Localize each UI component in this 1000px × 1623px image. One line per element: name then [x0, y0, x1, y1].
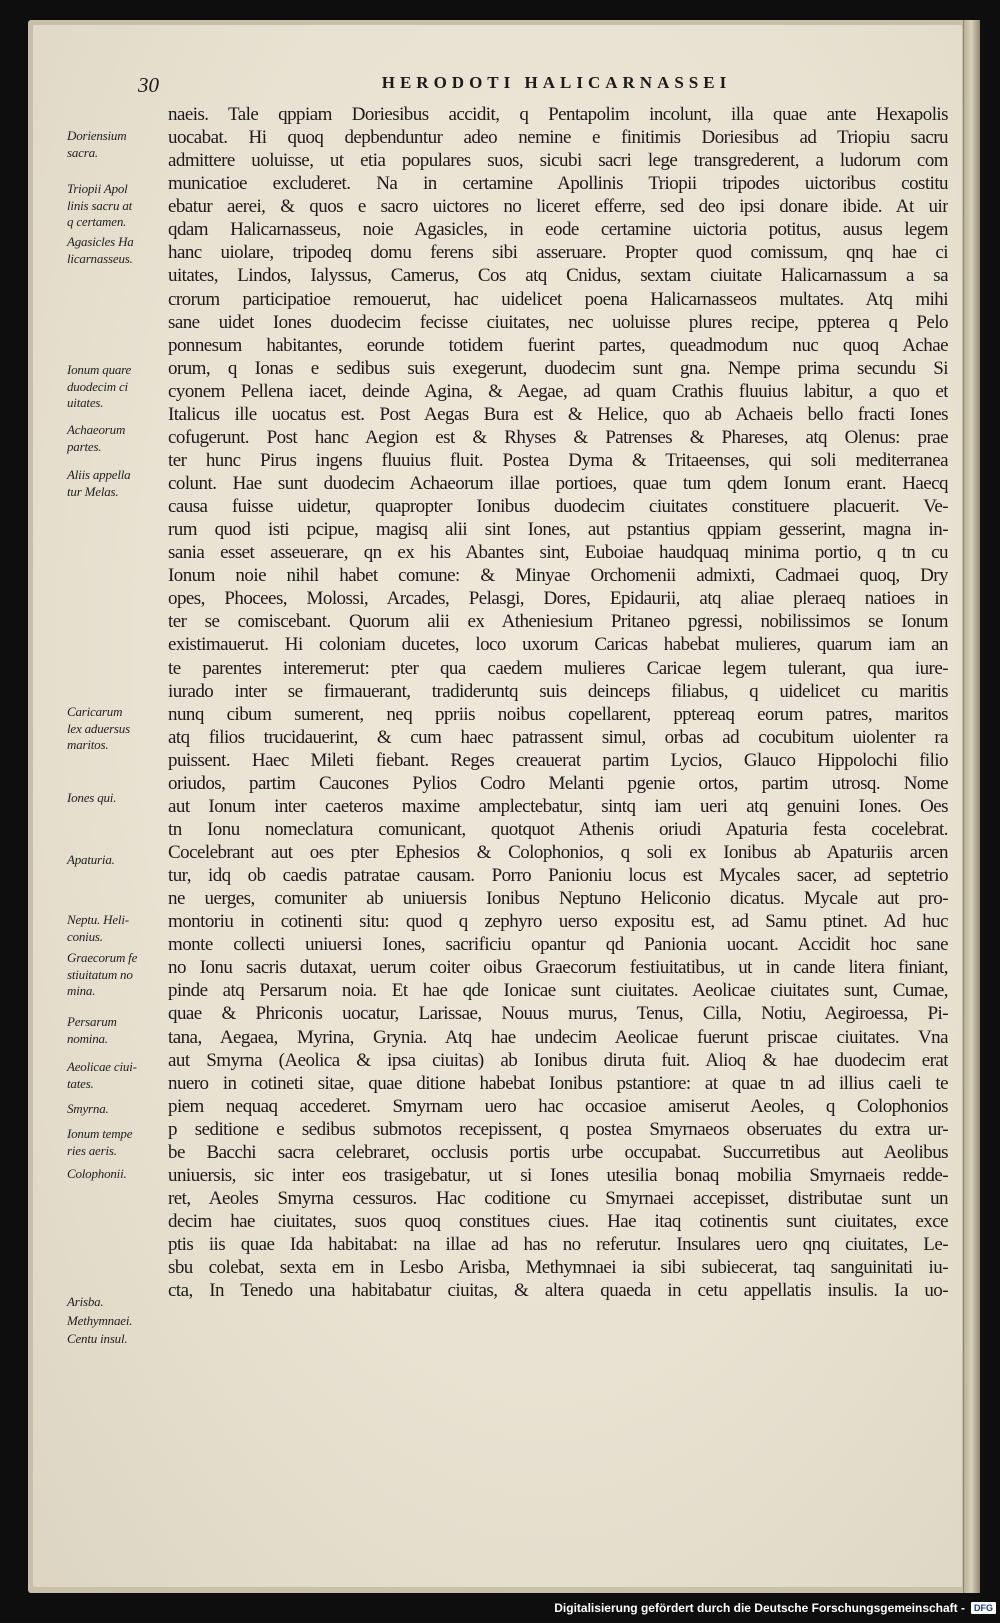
margin-note-line: Doriensium [67, 128, 127, 143]
margin-note-line: sacra. [67, 144, 98, 160]
digitization-footer [541, 1597, 996, 1619]
text-line: te parentes interemerut: pter qua caedem mulieres Caricae legem tulerant, qua iure- [168, 657, 948, 679]
text-line: aut Ionum inter caeteros maxime amplectebatur, sintq iam ueri atq genuini Iones. Oes [168, 795, 948, 817]
text-line: montoriu in cotinenti situ: quod q zephyro uerso expositu est, ad Samu ptinet. Ad huc [168, 911, 948, 933]
text-line: quae & Phriconis uocatur, Larissae, Nouus murus, Tenus, Cilla, Notiu, Aegiroessa, Pi- [168, 1003, 948, 1025]
text-line: crorum participatioe remouerut, hac uidelicet poena Halicarnasseos multates. Atq mihi [168, 288, 948, 310]
text-line: pinde atq Persarum noia. Et hae qde Ionicae sunt ciuitates. Aeolicae ciuitates sunt, Cumae, [168, 980, 948, 1002]
margin-note-line: Iones qui. [67, 790, 117, 805]
text-line: aut Smyrna (Aeolica & ipsa ciuitas) ab Ionibus diruta fuit. Alioq & hae duodecim erat [168, 1049, 948, 1071]
text-line: oriudos, partim Caucones Pylios Codro Melanti pgenie ortos, partim utrosq. Nome [168, 772, 948, 794]
text-line: ptis iis quae Ida habitabat: na illae ad has no referutur. Insulares uero qnq ciuitates, Le- [168, 1234, 948, 1256]
margin-note-line: Achaeorum [67, 422, 126, 437]
margin-note-line: Apaturia. [67, 852, 115, 867]
margin-note-line: mina. [67, 983, 96, 998]
text-line: ponnesum habitantes, eorunde totidem fuerint partes, queadmodum nuc quoq Achae [168, 334, 948, 356]
margin-note-line: duodecim ci [67, 378, 128, 394]
text-line: cta, In Tenedo una habitabatur ciuitas, & altera quaeda in cetu appellatis insulis. Ia uo- [168, 1280, 948, 1302]
margin-note-line: tates. [67, 1075, 94, 1091]
text-line: puissent. Haec Mileti fiebant. Reges creauerat partim Lycios, Glauco Hippolochi filio [168, 749, 948, 771]
text-line: colunt. Hae sunt duodecim Achaeorum illae portioes, quae tum qdem Ionum erant. Haecq [168, 473, 948, 494]
margin-note-line: Smyrna. [67, 1101, 109, 1116]
text-line: be Bacchi sacra celebraret, occlusis portis urbe occupabat. Succurretibus aut Aeolibus [168, 1141, 948, 1163]
text-line: uitates, Lindos, Ialyssus, Camerus, Cos atq Cnidus, sextam ciuitate Halicarnassum a sa [168, 265, 948, 287]
margin-note-line: Aeolicae ciui- [67, 1059, 137, 1074]
text-line: ebatur aerei, & quos e sacro uictores no liceret efferre, sed deo ipsi donare ibide. At uir [168, 196, 948, 218]
footer-credit: Digitalisierung gefördert durch die Deutsche Forschungsgemeinschaft - [554, 1601, 965, 1615]
text-line: nunq cibum sumerent, neq ppriis noibus copellarent, pptereaq eorum patres, maritos [168, 703, 948, 725]
text-line: piem nequaq accederet. Smyrnam uero hac occasioe amiserut Aeoles, q Colophonios [168, 1095, 948, 1117]
text-line: iurado inter se firmauerant, tradideruntq suis deinceps filiabus, q uidelicet cu maritis [168, 680, 948, 702]
margin-note-line: partes. [67, 438, 102, 454]
margin-note-line: maritos. [67, 737, 109, 752]
page-edge [963, 20, 980, 1593]
margin-note-line: Neptu. Heli- [67, 912, 129, 927]
margin-note-line: Persarum [67, 1014, 117, 1029]
margin-note-line: Ionum quare [67, 362, 132, 377]
text-line: uniuersis, sic inter eos trasigebatur, ut si Iones utesilia bonaq mobilia Smyrnaeis redde- [168, 1164, 948, 1186]
text-line: Ionum noie nihil habet comune: & Minyae Orchomenii admixti, Cadmaei quoq, Dry [168, 565, 948, 587]
margin-note-line: Caricarum [67, 704, 123, 719]
text-line: sane uidet Iones duodecim fecisse ciuitates, nec uoluisse plures recipe, ppterea q Pelo [168, 311, 948, 333]
dfg-logo: DFG [971, 1602, 996, 1614]
page-header [138, 73, 950, 101]
text-line: sbu colebat, sexta em in Lesbo Arisba, Methymnaei ia sibi subiecerat, taq sanguinitati iu- [168, 1257, 948, 1279]
margin-note-line: q certamen. [67, 214, 127, 229]
margin-note-line: Arisba. [67, 1294, 104, 1309]
text-line: causa fuisse uidetur, quapropter Ionibus duodecim ciuitates constituere placuerit. Ve- [168, 496, 948, 518]
margin-note-line: lex aduersus [67, 720, 130, 736]
text-line: atq filios trucidauerint, & cum haec patrassent simul, orbas ad cocubitum uiolenter ra [168, 726, 948, 748]
text-line: tur, idq ob caedis patratae causam. Porro Panioniu locus est Mycales sacer, ad septetrio [168, 865, 948, 887]
margin-note-line: Agasicles Ha [67, 234, 134, 249]
text-line: tn Ionu nomeclatura comunicant, quotquot Athenis oriudi Apaturia festa cocelebrat. [168, 818, 948, 840]
text-line: hanc uiolare, tripodeq domu ferens sibi asseruare. Propter quod comissum, qnq hae ci [168, 242, 948, 264]
text-line: existimauerut. Hi coloniam ducetes, loco uxorum Caricas habebat mulieres, quarum iam an [168, 634, 948, 656]
text-line: uocabat. Hi quoq depbenduntur adeo nemine e finitimis Doriesibus ad Triopiu sacru [168, 127, 948, 149]
margin-note-line: Ionum tempe [67, 1126, 133, 1141]
text-line: ter se comiscebant. Quorum alii ex Atheniesium Pritaneo pgressi, nobilissimos se Ionum [168, 611, 948, 633]
margin-note-line: nomina. [67, 1030, 108, 1046]
text-line: admittere uoluisse, ut etia populares suos, sicubi sacri lege transgrederent, a ludorum com [168, 150, 948, 172]
text-line: no Ionu sacris dutaxat, uerum coiter oibus Graecorum festiuitatibus, ut in cande litera finiant, [168, 957, 948, 979]
margin-note-line: tur Melas. [67, 483, 119, 499]
main-text-block [168, 103, 948, 1302]
text-line: nuero in cotineti sitae, quae ditione habebat Ionibus pstantiore: at quae tn ad illius caeli te [168, 1072, 948, 1094]
margin-note-line: conius. [67, 928, 103, 944]
text-line: monte collecti uniuersi Iones, sacrificiu opantur qd Panionia uocant. Accidit hoc sane [168, 934, 948, 956]
text-line: cyonem Pellena iacet, deinde Agina, & Aegae, ad quam Crathis fluuius labitur, a quo et [168, 380, 948, 402]
margin-note-line: linis sacru at [67, 197, 133, 213]
text-line: ret, Aeoles Smyrna cessuros. Hac coditione cu Smyrnaei accepisset, distributae sunt un [168, 1187, 948, 1209]
margin-note-line: Methymnaei. [67, 1313, 133, 1328]
margin-note-line: uitates. [67, 395, 104, 410]
margin-note-line: licarnasseus. [67, 250, 133, 266]
text-line: opes, Phocees, Molossi, Arcades, Pelasgi, Dores, Epidaurii, atq aliae pleraeq natioes in [168, 588, 948, 610]
margin-note-line: Aliis appella [67, 467, 131, 482]
text-line: tana, Aegaea, Myrina, Grynia. Atq hae undecim Aeolicae fuerunt priscae ciuitates. Vna [168, 1026, 948, 1048]
text-line: municatioe excluderet. Na in certamine Apollinis Triopii tripodes uictoribus costitu [168, 173, 948, 195]
text-line: Cocelebrant aut oes pter Ephesios & Colophonios, q soli ex Ionibus ab Apaturiis arcen [168, 842, 948, 863]
margin-note-line: Colophonii. [67, 1166, 127, 1181]
text-line: Italicus ille uocatus est. Post Aegas Bura est & Helice, quo ab Achaeis bello fracti Iones [168, 403, 948, 425]
text-line: p seditione e sedibus submotos recepissent, q postea Smyrnaeos obseruates du extra ur- [168, 1118, 948, 1140]
margin-note-line: ries aeris. [67, 1142, 117, 1158]
margin-note-line: stiuitatum no [67, 966, 133, 982]
text-line: rum quod isti pcipue, magisq alii sint Iones, aut pstantius qppiam gesserint, magna in- [168, 519, 948, 541]
text-line: qdam Halicarnasseus, noie Agasicles, in eode certamine uictoria potitus, ausus legem [168, 219, 948, 241]
text-line: orum, q Ionas e sedibus suis exegerunt, duodecim sunt gna. Nempe prima secundu Si [168, 357, 948, 379]
running-head: HERODOTI HALICARNASSEI [381, 73, 732, 92]
text-line: ter hunc Pirus ingens fluuius fluit. Postea Dyma & Tritaeenses, qui soli mediterranea [168, 449, 948, 471]
text-line: naeis. Tale qppiam Doriesibus accidit, q Pentapolim incolunt, illa quae ante Hexapolis [168, 104, 948, 125]
text-line: decim hae ciuitates, suos quoq constitues ciues. Hae itaq cotinentis sunt ciuitates, exce [168, 1211, 948, 1232]
margin-note-line: Graecorum fe [67, 950, 138, 965]
page-number: 30 [138, 73, 159, 97]
text-line: ne uerges, comuniter ab uniuersis Ionibus Neptuno Heliconio dicatus. Mycale aut pro- [168, 888, 948, 910]
text-line: sania esset asseuerare, qn ex his Abantes sint, Euboiae haudquaq minima portio, q tn cu [168, 542, 948, 564]
margin-note-line: Triopii Apol [67, 181, 128, 196]
margin-note-line: Centu insul. [67, 1331, 128, 1346]
text-line: cofugerunt. Post hanc Aegion est & Rhyses & Patrenses & Phareses, atq Olenus: prae [168, 426, 948, 448]
